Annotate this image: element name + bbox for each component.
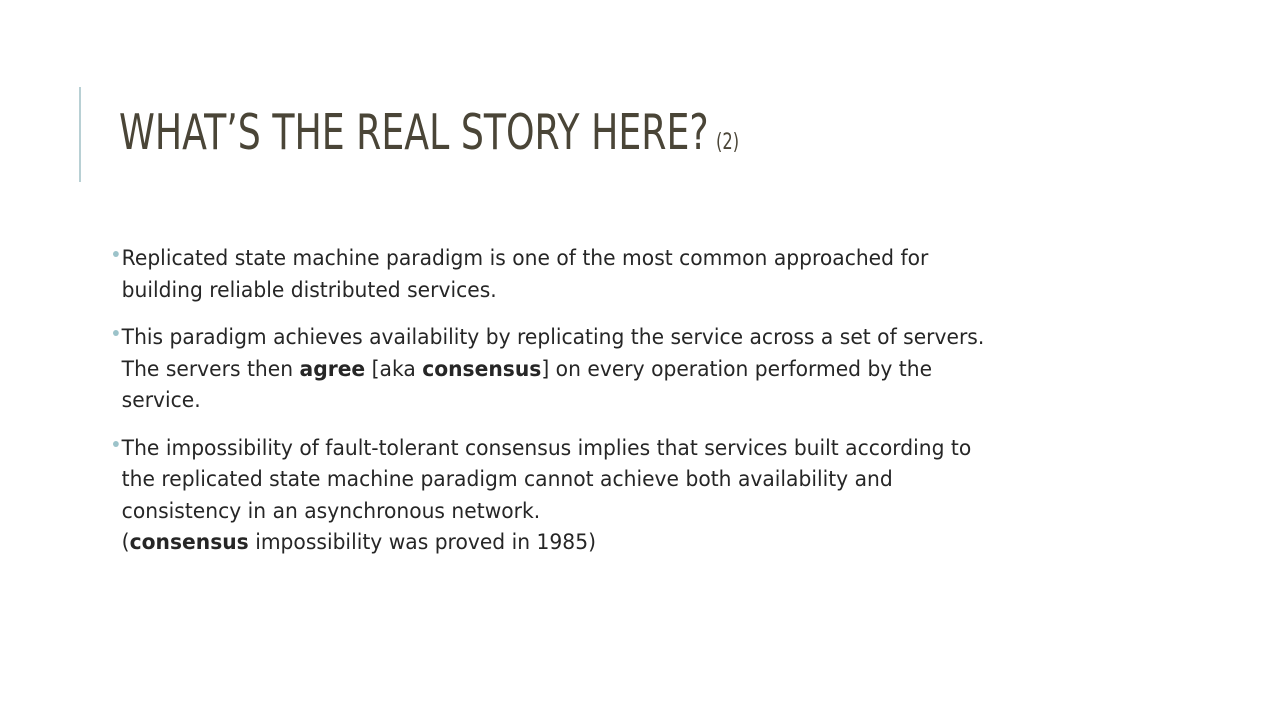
bullet-line: service. (121, 388, 201, 412)
bullet-item (113, 322, 1145, 417)
slide-title (119, 100, 739, 176)
slide-title-suffix: (2) (716, 130, 740, 155)
bullet-dot-icon (113, 330, 119, 336)
bullet-dot-icon (113, 441, 119, 447)
text-run: ( (121, 530, 130, 554)
bullet-line: building reliable distributed services. (121, 277, 497, 302)
bullet-item (113, 433, 1145, 559)
bullet-line: the replicated state machine paradigm cannot achieve both availability and (121, 467, 893, 491)
bullet-dot-icon (113, 251, 119, 257)
bullet-line: Replicated state machine paradigm is one of the most common approached for (121, 246, 929, 270)
slide-title-text: WHAT’S THE REAL STORY HERE? (119, 104, 709, 161)
text-run: ] on every operation performed by the (541, 356, 933, 381)
bullet-line: consistency in an asynchronous network. (121, 498, 541, 523)
bullet-line: This paradigm achieves availability by replicating the service across a set of servers. (121, 325, 985, 349)
text-run: The servers then (121, 356, 300, 381)
bullet-line (122, 527, 1145, 559)
bullet-line: The impossibility of fault-tolerant consensus implies that services built according to (121, 435, 972, 460)
text-run: impossibility was proved in 1985) (248, 530, 597, 554)
bullet-list (113, 243, 1153, 575)
title-accent-bar (79, 87, 81, 182)
bullet-line (122, 354, 1145, 386)
text-run: [aka (365, 356, 423, 381)
bullet-item (113, 243, 1145, 306)
emphasis-agree: agree (299, 356, 366, 381)
emphasis-consensus: consensus (422, 356, 542, 381)
emphasis-consensus: consensus (129, 530, 249, 554)
